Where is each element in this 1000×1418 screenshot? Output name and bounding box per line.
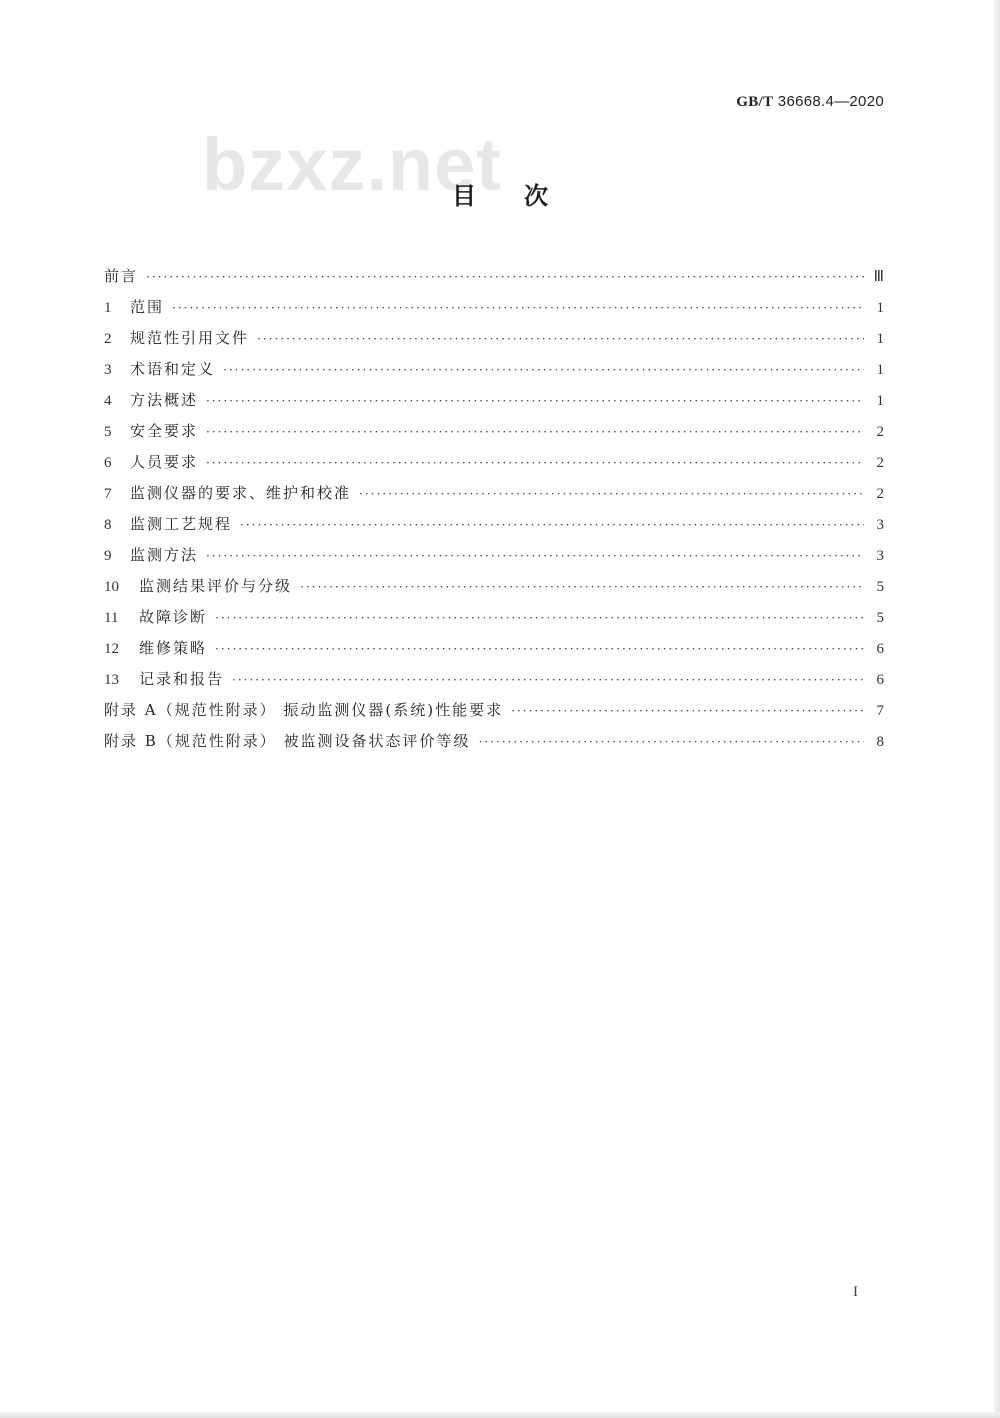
standard-number bbox=[736, 93, 884, 111]
table-of-contents bbox=[104, 261, 884, 757]
toc-entry-label: 监测工艺规程 bbox=[130, 515, 233, 533]
toc-entry[interactable] bbox=[104, 385, 884, 416]
toc-entry-number: 5 bbox=[104, 424, 112, 440]
toc-entry[interactable] bbox=[104, 664, 884, 695]
toc-entry-page: Ⅲ bbox=[873, 269, 884, 285]
toc-entry-label: 前言 bbox=[104, 267, 139, 285]
toc-leader-dots bbox=[215, 603, 864, 634]
toc-leader-dots bbox=[511, 696, 864, 727]
toc-entry-label: 范围 bbox=[130, 298, 165, 316]
toc-entry[interactable] bbox=[104, 571, 884, 602]
toc-entry-page: 1 bbox=[876, 393, 884, 409]
toc-leader-dots bbox=[215, 634, 864, 665]
toc-entry[interactable] bbox=[104, 478, 884, 509]
toc-entry-page: 5 bbox=[876, 610, 884, 626]
toc-entry-label: 附录 A（规范性附录） 振动监测仪器(系统)性能要求 bbox=[104, 701, 504, 719]
toc-leader-dots bbox=[240, 510, 864, 541]
toc-entry-page: 5 bbox=[876, 579, 884, 595]
toc-entry-number: 6 bbox=[104, 455, 112, 471]
toc-entry-page: 1 bbox=[876, 331, 884, 347]
toc-entry[interactable] bbox=[104, 695, 884, 726]
standard-prefix: GB/T bbox=[736, 94, 774, 110]
toc-entry[interactable] bbox=[104, 602, 884, 633]
toc-entry-label: 监测方法 bbox=[130, 546, 199, 564]
toc-entry-number: 10 bbox=[104, 579, 119, 595]
toc-leader-dots bbox=[300, 572, 864, 603]
page-title: 目次 bbox=[452, 182, 596, 210]
page-edge bbox=[994, 0, 1000, 1418]
toc-leader-dots bbox=[206, 386, 864, 417]
toc-leader-dots bbox=[146, 262, 864, 293]
toc-entry[interactable] bbox=[104, 726, 884, 757]
toc-leader-dots bbox=[479, 727, 864, 758]
standard-code: 36668.4—2020 bbox=[777, 93, 884, 110]
toc-entry[interactable] bbox=[104, 540, 884, 571]
toc-entry-number: 8 bbox=[104, 517, 112, 533]
toc-entry-number: 1 bbox=[104, 300, 112, 316]
toc-entry-number: 13 bbox=[104, 672, 119, 688]
toc-entry-label: 故障诊断 bbox=[139, 608, 208, 626]
toc-entry-label: 监测结果评价与分级 bbox=[139, 577, 293, 595]
toc-leader-dots bbox=[206, 417, 864, 448]
watermark: bzxz.net bbox=[202, 123, 502, 206]
toc-leader-dots bbox=[257, 324, 864, 355]
toc-entry-page: 1 bbox=[876, 362, 884, 378]
toc-entry-number: 11 bbox=[104, 610, 119, 626]
toc-entry-number: 12 bbox=[104, 641, 119, 657]
toc-entry-label: 附录 B（规范性附录） 被监测设备状态评价等级 bbox=[104, 732, 471, 750]
toc-entry-label: 规范性引用文件 bbox=[130, 329, 250, 347]
toc-leader-dots bbox=[223, 355, 864, 386]
toc-leader-dots bbox=[206, 541, 864, 572]
toc-entry-label: 人员要求 bbox=[130, 453, 199, 471]
toc-entry-page: 3 bbox=[876, 548, 884, 564]
toc-entry-page: 8 bbox=[876, 734, 884, 750]
toc-entry-label: 术语和定义 bbox=[130, 360, 216, 378]
page-number: I bbox=[853, 1284, 858, 1300]
toc-entry-label: 方法概述 bbox=[130, 391, 199, 409]
toc-entry-label: 记录和报告 bbox=[139, 670, 225, 688]
toc-leader-dots bbox=[172, 293, 864, 324]
toc-entry-label: 安全要求 bbox=[130, 422, 199, 440]
toc-entry[interactable] bbox=[104, 354, 884, 385]
toc-entry-page: 2 bbox=[876, 486, 884, 502]
toc-entry[interactable] bbox=[104, 323, 884, 354]
toc-entry[interactable] bbox=[104, 261, 884, 292]
toc-entry-number: 2 bbox=[104, 331, 112, 347]
toc-entry-page: 6 bbox=[876, 672, 884, 688]
toc-entry-number: 7 bbox=[104, 486, 112, 502]
toc-leader-dots bbox=[206, 448, 864, 479]
toc-entry-label: 监测仪器的要求、维护和校准 bbox=[130, 484, 352, 502]
toc-entry-page: 1 bbox=[876, 300, 884, 316]
toc-leader-dots bbox=[359, 479, 864, 510]
toc-entry[interactable] bbox=[104, 633, 884, 664]
toc-entry-number: 4 bbox=[104, 393, 112, 409]
toc-entry[interactable] bbox=[104, 292, 884, 323]
toc-entry[interactable] bbox=[104, 509, 884, 540]
toc-entry-label: 维修策略 bbox=[139, 639, 208, 657]
toc-entry[interactable] bbox=[104, 416, 884, 447]
toc-entry-number: 3 bbox=[104, 362, 112, 378]
toc-entry-page: 6 bbox=[876, 641, 884, 657]
toc-entry-page: 2 bbox=[876, 455, 884, 471]
toc-leader-dots bbox=[232, 665, 864, 696]
toc-entry-page: 7 bbox=[876, 703, 884, 719]
page-edge bbox=[0, 1412, 1000, 1418]
toc-entry-page: 3 bbox=[876, 517, 884, 533]
toc-entry-page: 2 bbox=[876, 424, 884, 440]
toc-entry[interactable] bbox=[104, 447, 884, 478]
toc-entry-number: 9 bbox=[104, 548, 112, 564]
